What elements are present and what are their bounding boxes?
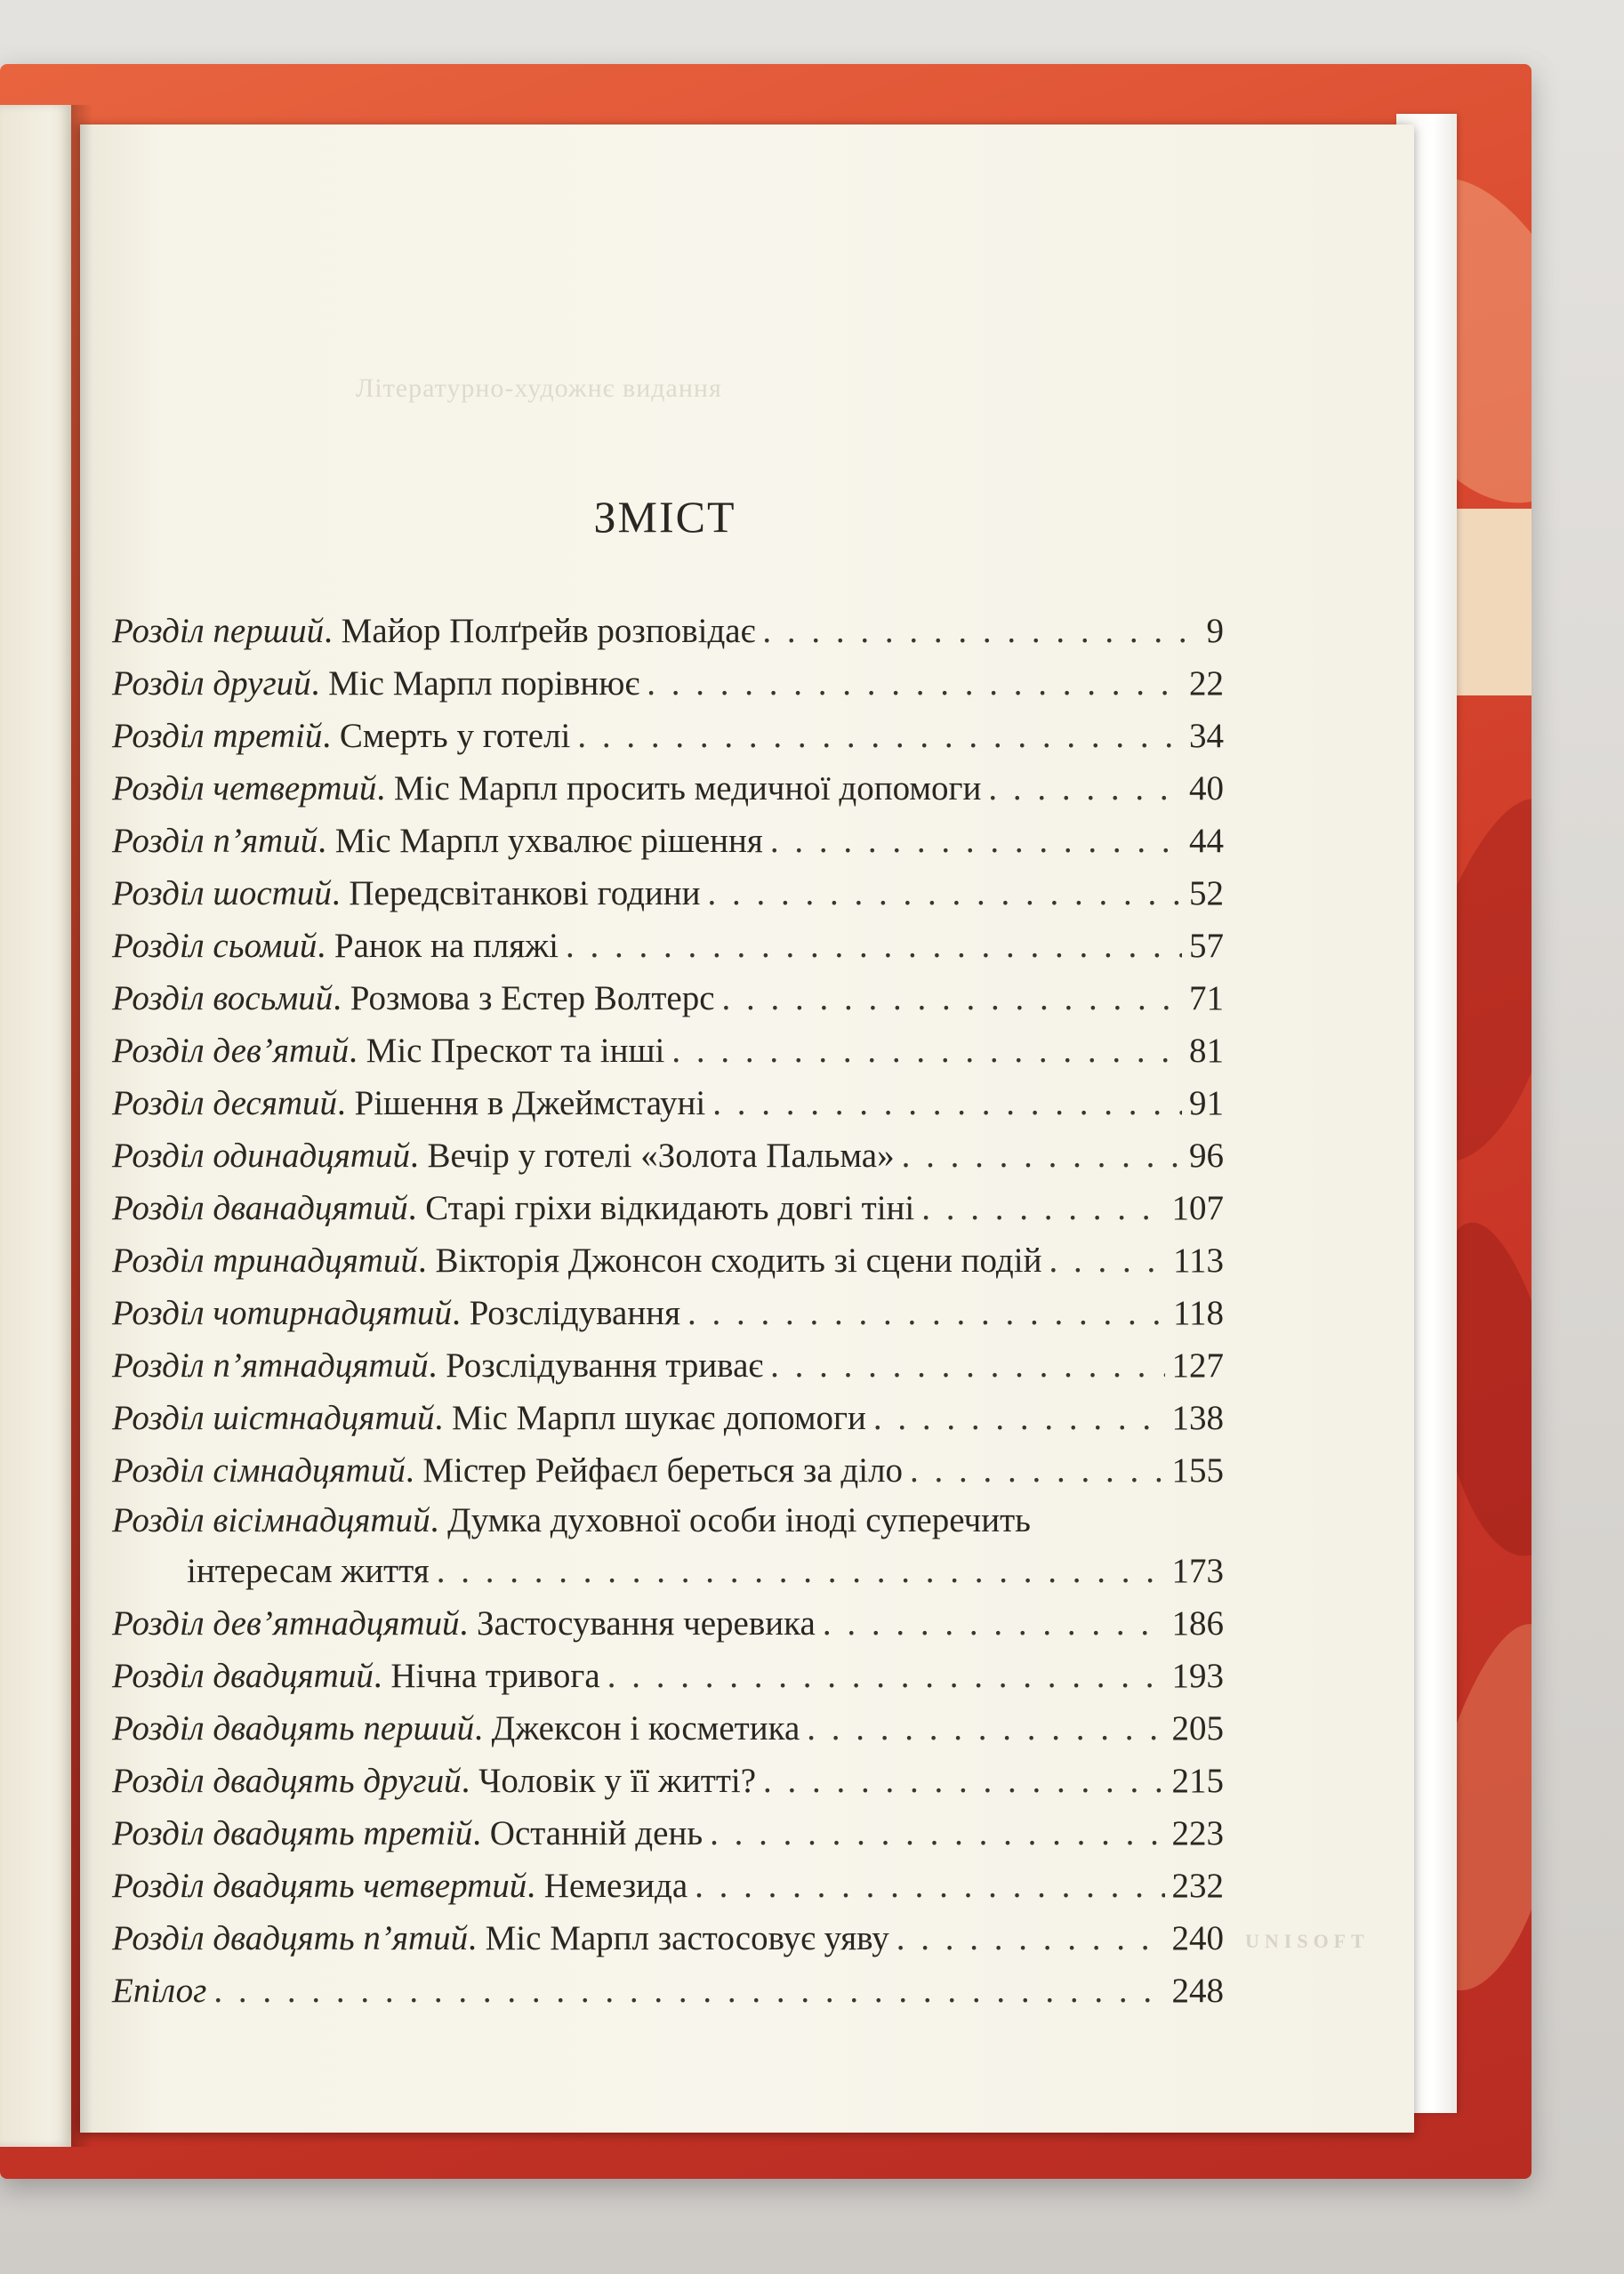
chapter-label: Розділ восьмий [112,979,334,1017]
toc-entry [112,1077,1224,1129]
chapter-label: Розділ другий [112,664,311,703]
chapter-title: . Джексон і косметика [474,1709,800,1748]
bleed-through-publisher: UNISOFT [1245,1930,1370,1952]
dot-leader [213,1965,1164,2017]
toc-entry [112,1339,1224,1392]
chapter-title: . Міс Прескот та інші [349,1032,665,1070]
dot-leader [988,762,1182,815]
chapter-label: Розділ третій [112,717,323,755]
page-number: 173 [1171,1552,1224,1590]
chapter-title: . Міс Марпл порівнює [310,664,640,703]
chapter-title: . Немезида [527,1867,688,1905]
chapter-title: . Вікторія Джонсон сходить зі сцени подій [417,1241,1042,1280]
gutter-shadow [71,105,92,2147]
chapter-label: Розділ двадцять третій [112,1814,473,1852]
dot-leader [710,1807,1164,1860]
dot-leader [770,815,1182,867]
chapter-title: . Міс Марпл просить медичної допомоги [376,769,982,808]
dot-leader [770,1339,1164,1392]
chapter-label: Розділ дев’ятий [112,1032,350,1070]
dot-leader [671,1025,1182,1077]
dot-leader [762,605,1199,657]
page-number: 57 [1189,927,1224,965]
chapter-title: . Чоловік у її житті? [461,1762,757,1800]
page-number: 44 [1189,822,1224,860]
dot-leader [921,1182,1164,1234]
toc-entry [112,1597,1224,1650]
chapter-title: . Думка духовної особи іноді суперечить [430,1501,1031,1539]
toc-entry [112,1392,1224,1444]
chapter-title: . Старі гріхи відкидають довгі тіні [407,1189,915,1227]
toc-entry [112,1182,1224,1234]
toc-entry [112,1129,1224,1182]
toc-entry [112,972,1224,1025]
page-number: 127 [1171,1346,1224,1385]
toc-entry [112,815,1224,867]
page-number: 113 [1172,1241,1224,1280]
page-number: 205 [1171,1709,1224,1748]
toc-entry [112,1287,1224,1339]
dot-leader [647,657,1182,710]
chapter-title: . Майор Полґрейв розповідає [324,612,756,650]
chapter-label: Розділ сьомий [112,927,318,965]
dot-leader [712,1077,1182,1129]
dot-leader [607,1650,1165,1702]
bleed-through-text: Літературно-художнє видання [356,374,722,403]
chapter-title: . Розслідування [452,1294,681,1332]
page-number: 138 [1171,1399,1224,1437]
chapter-label: Розділ перший [112,612,325,650]
dot-leader [763,1755,1164,1807]
chapter-title: . Застосування черевика [459,1604,816,1643]
toc-entry [112,710,1224,762]
page-number: 215 [1171,1762,1224,1800]
toc-entry [112,920,1224,972]
dot-leader [695,1860,1164,1912]
chapter-title: . Нічна тривога [373,1657,600,1695]
chapter-label: Розділ п’ятнадцятий [112,1346,429,1385]
chapter-label: Розділ дев’ятнадцятий [112,1604,460,1643]
page-number: 96 [1189,1137,1224,1175]
toc-entry [112,1702,1224,1755]
left-page [0,105,71,2147]
page-number: 9 [1206,612,1224,650]
chapter-label: Розділ шістнадцятий [112,1399,435,1437]
dot-leader [823,1597,1165,1650]
chapter-label: Розділ двадцять перший [112,1709,475,1748]
toc-entry [112,1650,1224,1702]
chapter-label: Розділ четвертий [112,769,377,808]
chapter-label: Розділ шостий [112,874,332,912]
toc-entry [112,1234,1224,1287]
chapter-title: . Останній день [472,1814,703,1852]
chapter-title: . Розмова з Естер Волтерс [333,979,715,1017]
toc-entry [112,1025,1224,1077]
chapter-title: . Ранок на пляжі [317,927,559,965]
toc-entry [112,605,1224,657]
chapter-title: . Міс Марпл шукає допомоги [434,1399,866,1437]
chapter-title: . Вечір у готелі «Золота Пальма» [410,1137,895,1175]
toc-entry [112,1965,1224,2017]
chapter-label: Розділ двадцять п’ятий [112,1919,469,1957]
page-number: 22 [1189,664,1224,703]
dot-leader [722,972,1182,1025]
chapter-title: . Міс Марпл застосовує уяву [468,1919,889,1957]
chapter-title: . Смерть у готелі [322,717,571,755]
page-number: 193 [1171,1657,1224,1695]
dot-leader [577,710,1182,762]
chapter-title: . Міс Марпл ухвалює рішення [318,822,763,860]
toc-entry [112,867,1224,920]
chapter-label: Розділ тринадцятий [112,1241,418,1280]
page-number: 91 [1189,1084,1224,1122]
dot-leader [687,1287,1166,1339]
chapter-label: Розділ вісімнадцятий [112,1501,430,1539]
chapter-title: . Передсвітанкові години [331,874,701,912]
page-number: 240 [1171,1919,1224,1957]
dot-leader [902,1129,1182,1182]
page-number: 34 [1189,717,1224,755]
page-number: 40 [1189,769,1224,808]
toc-entry [112,1755,1224,1807]
table-of-contents [112,605,1224,2017]
chapter-title: . Містер Рейфаєл береться за діло [405,1451,904,1490]
page-number: 71 [1189,979,1224,1017]
toc-entry-continued [112,1545,1224,1597]
chapter-label: Розділ двадцятий [112,1657,374,1695]
toc-entry [112,1807,1224,1860]
dot-leader [708,867,1182,920]
toc-entry [112,657,1224,710]
page-number: 232 [1171,1867,1224,1905]
chapter-label: Розділ п’ятий [112,822,318,860]
chapter-title: . Рішення в Джеймстауні [337,1084,706,1122]
page-number: 81 [1189,1032,1224,1070]
chapter-label: Розділ дванадцятий [112,1189,408,1227]
page-number: 52 [1189,874,1224,912]
chapter-label: Розділ чотирнадцятий [112,1294,453,1332]
toc-entry [112,1860,1224,1912]
toc-entry [112,1497,1224,1545]
chapter-label: Епілог [112,1972,207,2010]
chapter-label: Розділ двадцять другий [112,1762,462,1800]
page-number: 155 [1171,1451,1224,1490]
dot-leader [896,1912,1165,1965]
dot-leader [437,1545,1165,1597]
chapter-title: . Розслідування триває [428,1346,764,1385]
toc-entry [112,1444,1224,1497]
page-number: 223 [1171,1814,1224,1852]
chapter-label: Розділ сімнадцятий [112,1451,406,1490]
dot-leader [566,920,1182,972]
chapter-label: Розділ двадцять четвертий [112,1867,527,1905]
chapter-title-continued: інтересам життя [187,1552,430,1590]
chapter-label: Розділ одинадцятий [112,1137,411,1175]
toc-entry [112,1912,1224,1965]
dot-leader [910,1444,1164,1497]
chapter-label: Розділ десятий [112,1084,338,1122]
dot-leader [1049,1234,1166,1287]
dot-leader [807,1702,1164,1755]
page-number: 118 [1172,1294,1224,1332]
page-number: 186 [1171,1604,1224,1643]
dot-leader [873,1392,1165,1444]
page-title: ЗМІСТ [593,492,736,542]
toc-entry [112,762,1224,815]
page-number: 107 [1171,1189,1224,1227]
page-number: 248 [1171,1972,1224,2010]
